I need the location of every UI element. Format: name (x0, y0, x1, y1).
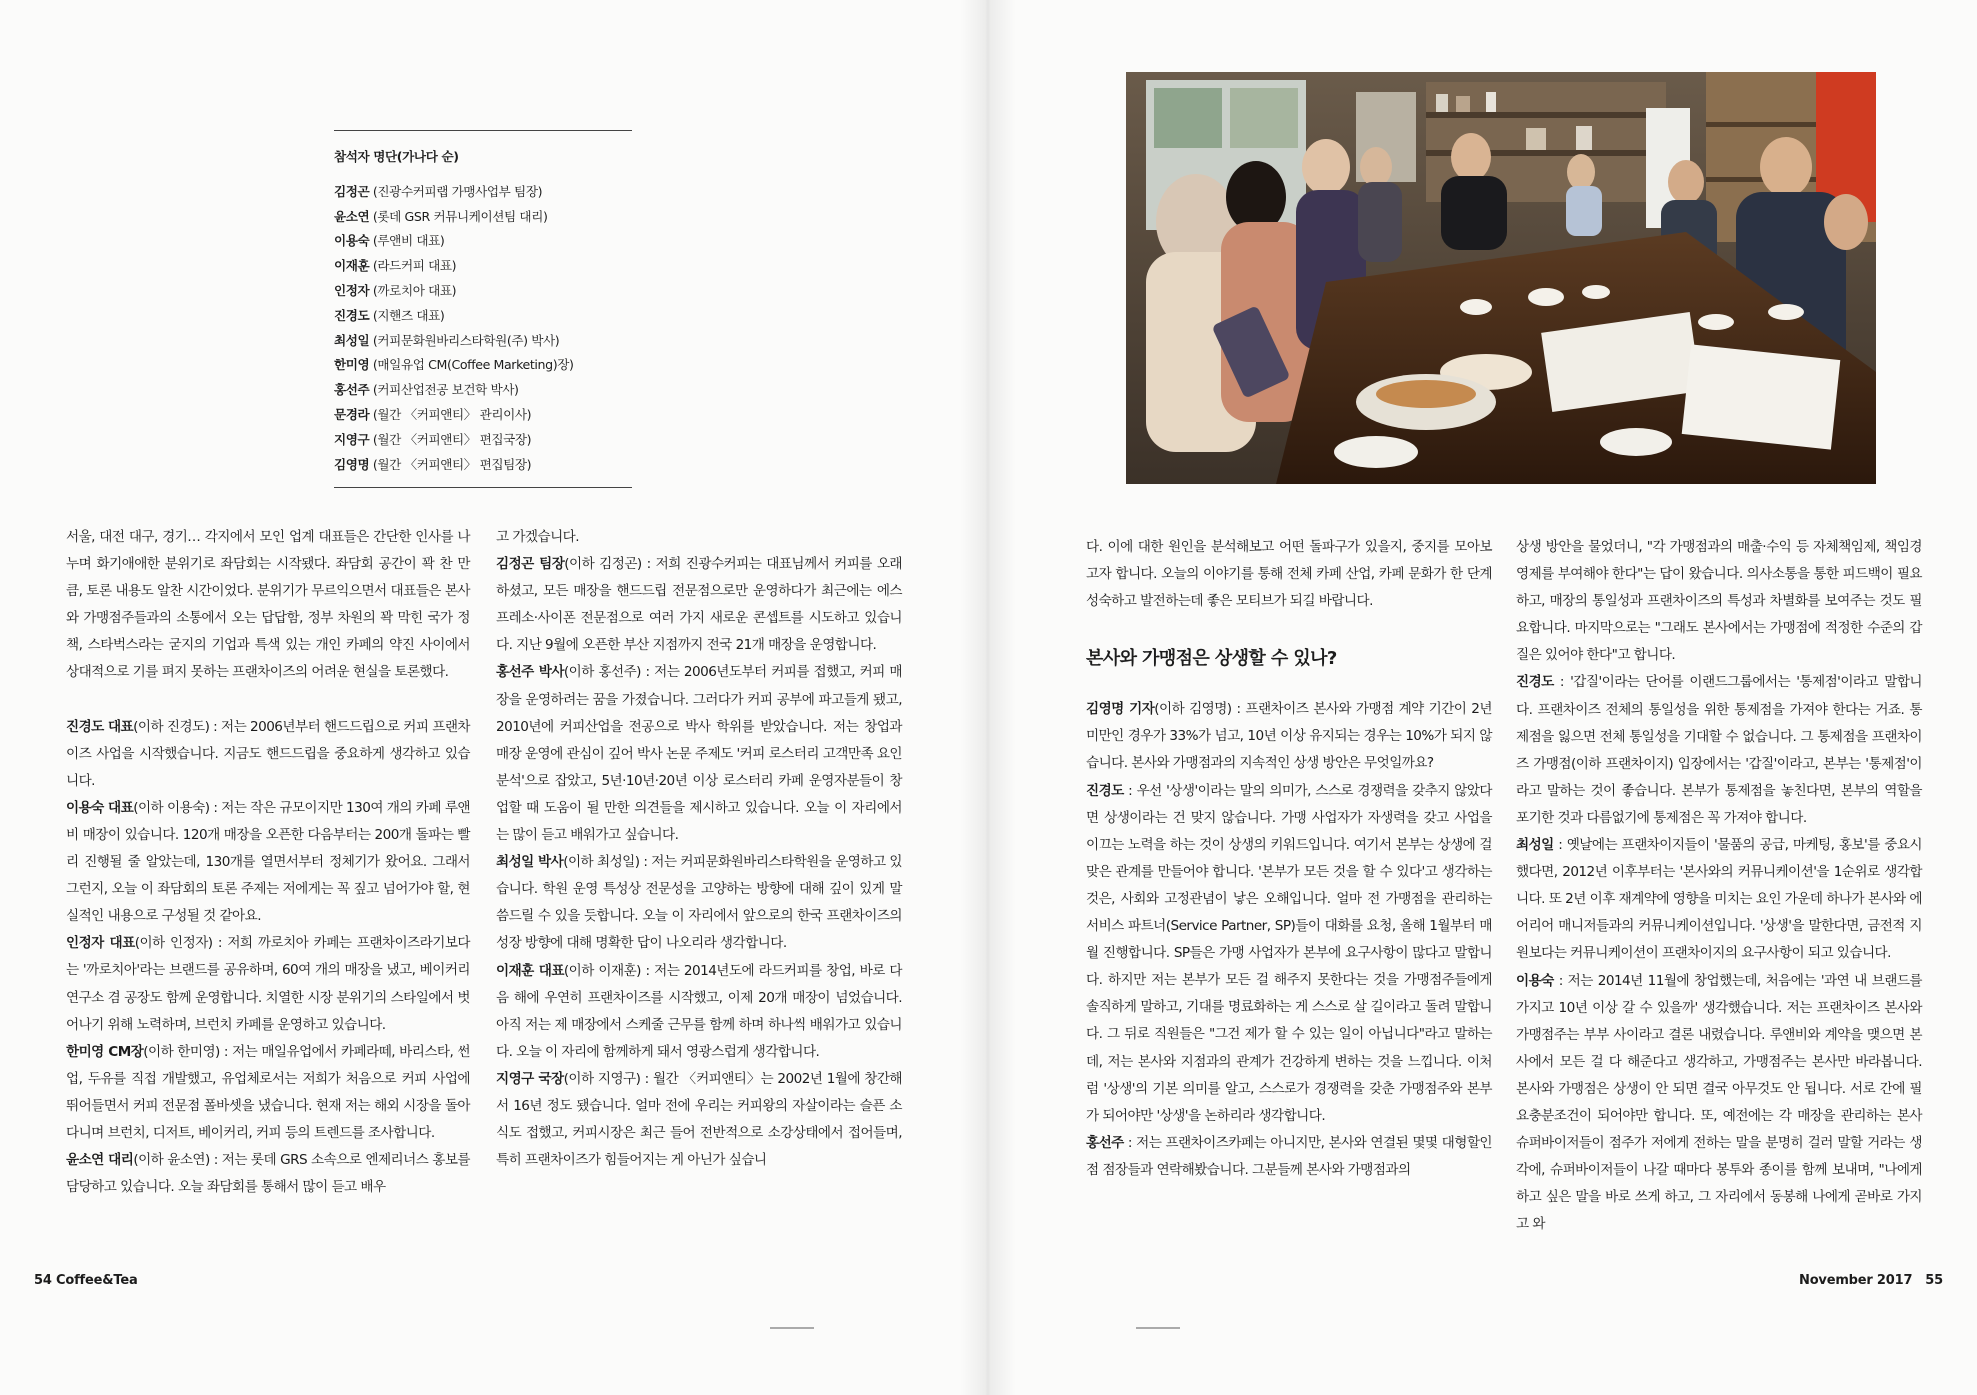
participant-role: (커피문화원바리스타학원(주) 박사) (372, 332, 560, 348)
statement-text: (이하 윤소연) : 저는 롯데 GRS 소속으로 엔제리너스 홍보를 담당하고 있습니다. 오늘 좌담회를 통해서 많이 듣고 배우 (66, 1152, 471, 1196)
participant-role: (매일유업 CM(Coffee Marketing)장) (372, 357, 574, 373)
roster-item (334, 378, 632, 403)
speaker-name: 최성일 박사 (496, 854, 564, 871)
statement-text: (이하 최성일) : 저는 커피문화원바리스타학원을 운영하고 있습니다. 학원 운영 특성상 전문성을 고양하는 방향에 대해 깊이 있게 말씀드릴 수 있을 듯합니다. 오늘 이 자리에서 앞으로의 한국 프랜차이즈의 성장 방향에 대해 명확한 답이 나오리라 생각합니다. (496, 854, 902, 952)
participant-role: (라드커피 대표) (372, 258, 457, 274)
roster-list (334, 180, 632, 478)
left-page-number: 54 (34, 1273, 52, 1288)
participant-name: 김영명 (334, 456, 370, 472)
left-footer (34, 1273, 138, 1288)
participant-role: (월간 〈커피앤티〉 편집팀장) (372, 456, 532, 472)
statement-paragraph (496, 849, 902, 957)
roster-item (334, 229, 632, 254)
statement-paragraph (66, 1147, 470, 1201)
right-page-number: 55 (1925, 1273, 1943, 1288)
participant-name: 문경라 (334, 406, 370, 422)
participant-role: (지핸즈 대표) (372, 307, 445, 323)
roundtable-photo (1126, 72, 1876, 484)
statement-text: (이하 지영구) : 월간 〈커피앤티〉는 2002년 1월에 창간해서 16년 정도 됐습니다. 얼마 전에 우리는 커피왕의 자살이라는 슬픈 소식도 접했고, 커피시장은 최근 들어 전반적으로 소강상태에서 접어들며, 특히 프랜차이즈가 힘들어지는 게 아닌가 싶습니 (496, 1070, 903, 1169)
speaker-name: 진경도 대표 (66, 718, 134, 735)
participant-role: (진광수커피랩 가맹사업부 팀장) (372, 183, 543, 199)
speaker-name: 한미영 CM장 (66, 1043, 144, 1060)
statement-text: (이하 인정자) : 저희 까로치아 카페는 프랜차이즈라기보다는 '까로치아'라는 브랜드를 공유하며, 60여 개의 매장을 냈고, 베이커리 연구소 겸 공장도 함께 운영합니다. 치열한 시장 분위기의 스타일에서 벗어나기 위해 노력하며, 브런치 카페를 운영하고 있습니다. (66, 935, 470, 1033)
speaker-name: 이재훈 대표 (496, 962, 564, 979)
statement-text: (이하 이용숙) : 저는 작은 규모이지만 130여 개의 카페 루앤비 매장이 있습니다. 120개 매장을 오픈한 다음부터는 200개 돌파는 빨리 진행될 줄 알았는데, 130개를 열면서부터 정체기가 왔어요. 그래서 그런지, 오늘 이 좌담회의 토론 주제는 저에게는 꼭 짚고 넘어가야 할, 현실적인 내용으로 구성될 것 같아요. (66, 799, 471, 925)
participant-name: 인정자 (334, 282, 370, 298)
roster-item (334, 403, 632, 428)
statement-paragraph (1516, 832, 1922, 967)
participant-role: (까로치아 대표) (372, 282, 457, 298)
statement-paragraph (1086, 1130, 1492, 1184)
section-heading: 본사와 가맹점은 상생할 수 있나? (1086, 648, 1337, 670)
participant-name: 이재훈 (334, 258, 370, 274)
participant-role: (월간 〈커피앤티〉 편집국장) (372, 431, 532, 447)
participant-name: 이용숙 (334, 233, 370, 249)
statement-paragraph (496, 1066, 902, 1174)
roster-item (334, 180, 632, 205)
text-column-3 (1086, 534, 1492, 1184)
statement-text: (이하 김영명) : 프랜차이즈 본사와 가맹점 계약 기간이 2년 미만인 경우가 33%가 넘고, 10년 이상 유지되는 경우는 10%가 되지 않습니다. 본사와 가맹점과의 지속적인 상생 방안은 무엇일까요? (1086, 701, 1492, 772)
speaker-name: 지영구 국장 (496, 1070, 564, 1087)
statement-text: : 우선 '상생'이라는 말의 의미가, 스스로 경쟁력을 갖추지 않았다면 상생이라는 건 맞지 않습니다. 가맹 사업자가 자생력을 갖고 사업을 이끄는 노력을 하는 것이 상생의 키워드입니다. 여기서 본부는 상생에 걸맞은 관계를 만들어야 합니다. '본부가 모든 것을 할 수 있다'고 생각하는 것은, 사회와 고정관념이 낳은 오해입니다. 얼마 전 가맹점을 관리하는 서비스 파트너(Service Partner, SP)들이 대화를 요청, 올해 1월부터 매월 진행합니다. SP들은 가맹 사업자가 본부에 요구사항이 많다고 말합니다. 하지만 저는 본부가 모든 걸 해주지 못한다는 것을 가맹점주들에게 솔직하게 말하고, 기대를 명료화하는 게 스스로 살 길이라고 돌려 말합니다. 그 뒤로 직원들은 "그건 제가 할 수 있는 일이 아닙니다"라고 말하는데, 저는 본사와 지점과의 관계가 건강하게 변하는 것을 느낍니다. 이처럼 '상생'의 기본 의미를 알고, 스스로가 경쟁력을 갖춘 가맹점주와 본부가 되어야만 '상생'을 논하리라 생각합니다. (1086, 782, 1492, 1124)
speaker-name: 진경도 (1086, 782, 1124, 799)
scan-mark (770, 1327, 814, 1329)
statement-paragraph (66, 795, 470, 930)
speaker-name: 이용숙 (1516, 972, 1554, 989)
roster-item (334, 304, 632, 329)
statement-paragraph (1086, 696, 1492, 777)
issue-date: November 2017 (1799, 1273, 1913, 1288)
roster-item (334, 428, 632, 453)
participant-name: 진경도 (334, 307, 370, 323)
speaker-name: 김영명 기자 (1086, 701, 1155, 718)
roster-title: 참석자 명단(가나다 순) (334, 149, 459, 164)
scan-mark (1136, 1327, 1180, 1329)
statement-text: (이하 김정곤) : 저희 진광수커피는 대표님께서 커피를 오래 하셨고, 모든 매장을 핸드드립 전문점으로만 운영하다가 최근에는 에스프레소·사이폰 전문점으로 여러 가지 새로운 콘셉트를 시도하고 있습니다. 지난 9월에 오픈한 부산 지점까지 전국 21개 매장을 운영합니다. (496, 556, 903, 654)
statement-paragraph (1516, 669, 1922, 832)
continued-text: 상생 방안을 물었더니, "각 가맹점과의 매출·수익 등 자체책임제, 책임경영제를 부여해야 한다"는 답이 왔습니다. 의사소통을 통한 피드백이 필요하고, 매장의 통일성과 프랜차이즈의 특성과 차별화를 보여주는 것도 필요합니다. 마지막으로는 "그래도 본사에서는 가맹점에 적정한 수준의 갑질은 있어야 한다"고 합니다. (1516, 539, 1922, 664)
speaker-name: 김정곤 팀장 (496, 556, 565, 573)
magazine-title: Coffee&Tea (56, 1273, 138, 1288)
speaker-name: 진경도 (1516, 674, 1554, 691)
intro-paragraph: 서울, 대전 대구, 경기… 각지에서 모인 업계 대표들은 간단한 인사를 나누며 화기애애한 분위기로 좌담회는 시작됐다. 좌담회 공간이 꽉 찬 만큼, 토론 내용도 알찬 시간이었다. 분위기가 무르익으면서 대표들은 본사와 가맹점주들과의 소통에서 오는 답답함, 정부 차원의 꽉 막힌 국가 정책, 스타벅스라는 굳지의 기업과 특색 있는 개인 카페의 약진 사이에서 상대적으로 기를 펴지 못하는 프랜차이즈의 어려운 현실을 토론했다. (66, 529, 470, 681)
statement-paragraph (1516, 968, 1922, 1239)
speaker-name: 윤소연 대리 (66, 1152, 134, 1169)
speaker-name: 홍선주 (1086, 1134, 1124, 1151)
roundtable-photo-illustration (1126, 72, 1876, 484)
text-column-4 (1516, 534, 1922, 1238)
participant-name: 김정곤 (334, 183, 370, 199)
participant-role: (롯데 GSR 커뮤니케이션팀 대리) (372, 208, 548, 224)
continued-text: 다. 이에 대한 원인을 분석해보고 어떤 돌파구가 있을지, 중지를 모아보고자 합니다. 오늘의 이야기를 통해 전체 카페 산업, 카페 문화가 한 단계 성숙하고 발전하는데 좋은 모티브가 되길 바랍니다. (1086, 539, 1492, 610)
roster-item (334, 254, 632, 279)
participants-box (334, 130, 632, 488)
speaker-name: 이용숙 대표 (66, 799, 134, 816)
statement-text: : 옛날에는 프랜차이지들이 '물품의 공급, 마케팅, 홍보'를 중요시했다면, 2012년 이후부터는 '본사와의 커뮤니케이션'을 1순위로 생각합니다. 또 2년 이후 재계약에 영향을 미치는 요인 가운데 하나가 본사와 에어리어 매니저들과의 커뮤니케이션입니다. '상생'을 말한다면, 금전적 지원보다는 커뮤니케이션이 프랜차이지의 요구사항이 되고 있습니다. (1516, 837, 1922, 962)
statement-paragraph (496, 551, 902, 659)
statement-text: : 저는 2014년 11월에 창업했는데, 처음에는 '과연 내 브랜드를 가지고 10년 이상 갈 수 있을까' 생각했습니다. 저는 프랜차이즈 본사와 가맹점주는 부부 사이라고 결론 내렸습니다. 루앤비와 계약을 맺으면 본사에서 모든 걸 다 해준다고 생각하고, 가맹점주는 본사만 바라봅니다. 본사와 가맹점은 상생이 안 되면 결국 아무것도 안 됩니다. 서로 간에 필요충분조건이 되어야만 합니다. 또, 예전에는 각 매장을 관리하는 본사 슈퍼바이저들이 점주가 저에게 전하는 말을 분명히 걸러 말할 거라는 생각에, 슈퍼바이저들이 나갈 때마다 봉투와 종이를 함께 보내며, "나에게 하고 싶은 말을 바로 쓰게 하고, 그 자리에서 동봉해 나에게 곧바로 가지고 와 (1516, 972, 1922, 1233)
roster-item (334, 453, 632, 478)
statement-text: (이하 진경도) : 저는 2006년부터 핸드드립으로 커피 프랜차이즈 사업을 시작했습니다. 지금도 핸드드립을 중요하게 생각하고 있습니다. (66, 718, 470, 789)
text-column-2 (496, 524, 902, 1174)
text-column-1 (66, 524, 470, 1201)
participant-role: (커피산업전공 보건학 박사) (372, 382, 519, 398)
statement-paragraph (1086, 778, 1492, 1130)
statement-paragraph (496, 659, 902, 849)
speaker-name: 인정자 대표 (66, 935, 135, 952)
speaker-name: 홍선주 박사 (496, 664, 564, 681)
statement-paragraph (66, 930, 470, 1038)
statement-paragraph (66, 1039, 470, 1147)
statement-text: (이하 이재훈) : 저는 2014년도에 라드커피를 창업, 바로 다음 해에 우연히 프랜차이즈를 시작했고, 이제 20개 매장이 넘었습니다. 아직 저는 제 매장에서 스케줄 근무를 함께 하며 하나씩 배워가고 있습니다. 오늘 이 자리에 함께하게 돼서 영광스럽게 생각합니다. (496, 962, 902, 1060)
participant-name: 최성일 (334, 332, 370, 348)
roster-item (334, 279, 632, 304)
statement-text: : 저는 프랜차이즈카페는 아니지만, 본사와 연결된 몇몇 대형할인점 점장들과 연락해봤습니다. 그분들께 본사와 가맹점과의 (1086, 1134, 1492, 1178)
participant-name: 윤소연 (334, 208, 370, 224)
continued-text: 고 가겠습니다. (496, 529, 580, 545)
roster-item (334, 205, 632, 230)
statement-paragraph (66, 714, 470, 795)
roster-top-rule (334, 130, 632, 131)
page-gutter (960, 0, 1016, 1395)
statement-text: (이하 한미영) : 저는 매일유업에서 카페라떼, 바리스타, 썬업, 두유를 직접 개발했고, 유업체로서는 저희가 처음으로 커피 사업에 뛰어들면서 커피 전문점 폴바셋을 냈습니다. 현재 저는 해외 시장을 돌아다니며 브런치, 디저트, 베이커리, 커피 등의 트렌드를 조사합니다. (66, 1043, 470, 1141)
roster-item (334, 329, 632, 354)
speaker-name: 최성일 (1516, 837, 1554, 854)
roster-item (334, 353, 632, 378)
participant-name: 한미영 (334, 357, 370, 373)
right-footer (1799, 1273, 1943, 1288)
statement-text: (이하 홍선주) : 저는 2006년도부터 커피를 접했고, 커피 매장을 운영하려는 꿈을 가졌습니다. 그러다가 커피 공부에 파고들게 됐고, 2010년에 커피산업을 전공으로 박사 학위를 받았습니다. 저는 창업과 매장 운영에 관심이 깊어 박사 논문 주제도 '커피 로스터리 고객만족 요인 분석'으로 잡았고, 5년·10년·20년 이상 로스터리 카페 운영자분들이 창업할 때 도움이 될 만한 의견들을 제시하고 있습니다. 오늘 이 자리에서는 많이 듣고 배워가고 싶습니다. (496, 664, 902, 844)
participant-name: 지영구 (334, 431, 370, 447)
roster-bottom-rule (334, 487, 632, 488)
statement-paragraph (496, 958, 902, 1066)
participant-name: 홍선주 (334, 382, 370, 398)
participant-role: (루앤비 대표) (372, 233, 445, 249)
statement-text: : '갑질'이라는 단어를 이랜드그룹에서는 '통제점'이라고 말합니다. 프랜차이즈 전체의 통일성을 위한 통제점을 가져야 한다는 거죠. 통제점을 잃으면 전체 통일성을 기대할 수 없습니다. 그 통제점을 프랜차이즈 가맹점(이하 프랜차이지) 입장에서는 '갑질'이라고, 본부는 '통제점'이라고 말하는 것이 좋습니다. 본부가 통제점을 놓친다면, 본부의 역할을 포기한 것과 다름없기에 통제점은 꼭 가져야 합니다. (1516, 674, 1922, 826)
participant-role: (월간 〈커피앤티〉 관리이사) (372, 406, 532, 422)
